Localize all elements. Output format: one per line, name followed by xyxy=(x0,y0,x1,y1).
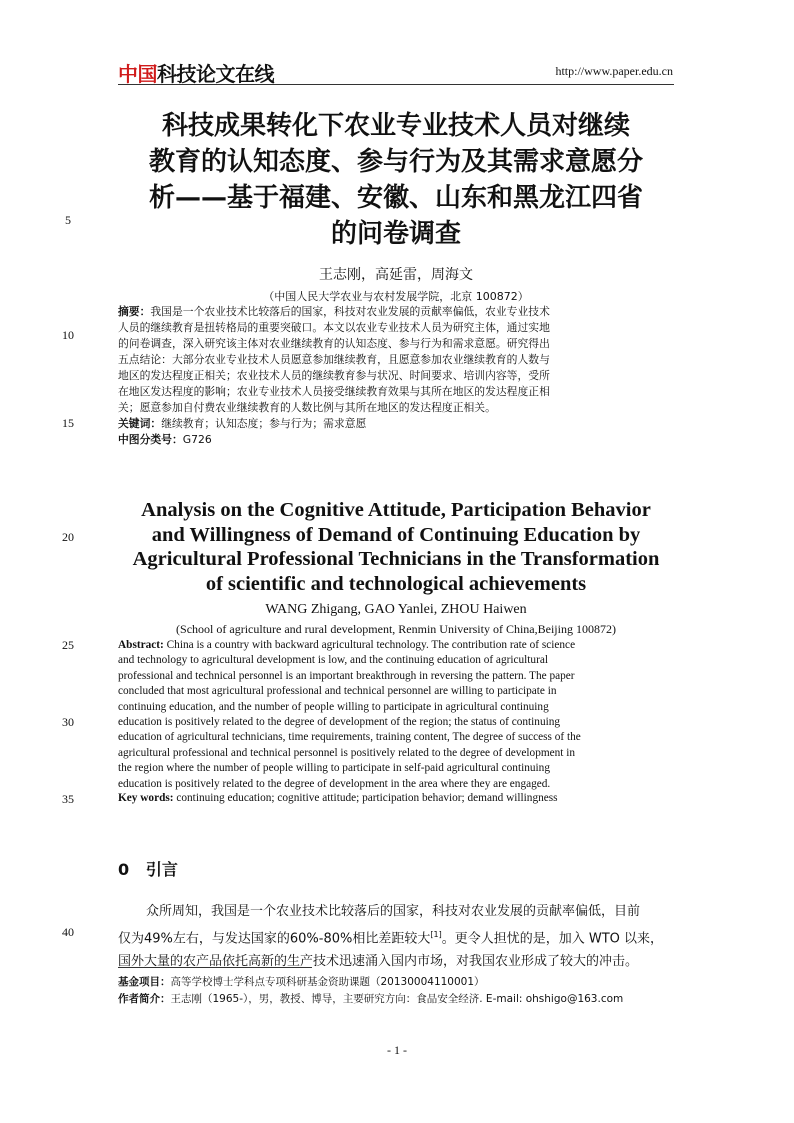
logo-part-black: 科技论文在线 xyxy=(157,62,274,86)
header-url[interactable]: http://www.paper.edu.cn xyxy=(555,64,673,78)
author-bio-label: 作者简介： xyxy=(118,993,171,1005)
section-number: 0 xyxy=(118,860,130,879)
en-abstract-line: education is positively related to the degree of development in the area where they are engaged. xyxy=(118,777,551,790)
en-keywords-label: Key words: xyxy=(118,792,174,804)
section-title: 引言 xyxy=(145,860,178,879)
line-number: 35 xyxy=(62,792,74,806)
line-number: 15 xyxy=(62,416,74,430)
cn-abstract-line: 五点结论：大部分农业专业技术人员愿意参加继续教育，且愿意参加农业继续教育的人数与 xyxy=(118,353,550,366)
body-paragraph xyxy=(118,900,674,973)
cn-title-line: 教育的认知态度、参与行为及其需求意愿分 xyxy=(148,147,643,177)
en-abstract-line: and technology to agricultural development is low, and the continuing education of agricultural xyxy=(118,654,548,667)
cn-keywords-label: 关键词： xyxy=(118,417,162,430)
cn-title xyxy=(118,108,674,252)
body-text-span: 。更令人担忧的是，加入 WTO 以来， xyxy=(441,931,664,947)
cn-class-value: G726 xyxy=(182,433,212,446)
cn-affiliation: （中国人民大学农业与农村发展学院，北京 100872） xyxy=(263,290,529,303)
cn-abstract-line: 关；愿意参加自付费农业继续教育的人数比例与其所在地区的发达程度正相关。 xyxy=(118,401,496,414)
en-affiliation: (School of agriculture and rural development, Renmin University of China,Beijing 100872) xyxy=(176,622,616,636)
section-heading xyxy=(118,857,178,880)
en-abstract-line: the region where the number of people willing to participate in self-paid agricultural continuing xyxy=(118,762,550,775)
body-text-span: 仅为49%左右，与发达国家的60%-80%相比差距较大 xyxy=(118,931,431,947)
line-number: 30 xyxy=(62,715,74,729)
en-title-line: and Willingness of Demand of Continuing Education by xyxy=(151,523,641,546)
footnote-rule xyxy=(118,967,312,968)
en-abstract-line: education of agricultural technicians, time requirements, training content, The degree of success of the xyxy=(118,731,581,744)
logo-part-red: 中国 xyxy=(118,62,157,86)
cn-abstract-label: 摘要： xyxy=(118,305,151,318)
line-number: 5 xyxy=(65,213,71,227)
cn-class-label: 中图分类号： xyxy=(118,433,183,446)
line-number: 10 xyxy=(62,328,74,342)
cn-abstract-line: 我国是一个农业技术比较落后的国家，科技对农业发展的贡献率偏低，农业专业技术 xyxy=(150,305,550,318)
cn-keywords: 继续教育；认知态度；参与行为；需求意愿 xyxy=(161,417,367,430)
fund-label: 基金项目： xyxy=(118,976,171,988)
cn-abstract-line: 在地区发达程度的影响；农业专业技术人员接受继续教育效果与其所在地区的发达程度正相 xyxy=(118,385,550,398)
line-number: 40 xyxy=(62,925,74,939)
en-keywords-row xyxy=(118,791,674,806)
journal-logo xyxy=(118,58,274,87)
line-number: 25 xyxy=(62,638,74,652)
en-title-line: Agricultural Professional Technicians in the Transformation xyxy=(132,548,660,570)
en-keywords: continuing education; cognitive attitude; participation behavior; demand willingness xyxy=(176,792,558,804)
citation-ref[interactable]: [1] xyxy=(430,930,442,939)
en-abstract-label: Abstract: xyxy=(118,639,164,651)
en-abstract-line: continuing education, and the number of people willing to participate in agricultural continuing xyxy=(118,700,549,713)
cn-abstract-line: 人员的继续教育是扭转格局的重要突破口。本文以农业专业技术人员为研究主体，通过实地 xyxy=(118,321,550,334)
cn-title-line: 析——基于福建、安徽、山东和黑龙江四省 xyxy=(148,183,643,213)
line-number: 20 xyxy=(62,530,74,544)
body-line: 国外大量的农产品依托高新的生产技术迅速涌入国内市场，对我国农业形成了较大的冲击。 xyxy=(118,954,639,970)
en-abstract xyxy=(118,638,674,792)
en-abstract-line: professional and technical personnel is an important breakthrough in reversing the pattern. The paper xyxy=(118,669,575,682)
en-title-line: of scientific and technological achievements xyxy=(205,572,587,595)
header-rule xyxy=(118,84,674,85)
cn-abstract-line: 地区的发达程度正相关；农业技术人员的继续教育参与状况、时间要求、培训内容等，受所 xyxy=(118,369,550,382)
body-line: 众所周知，我国是一个农业技术比较落后的国家，科技对农业发展的贡献率偏低，目前 xyxy=(146,904,641,919)
author-bio-text: 王志刚（1965-），男，教授、博导，主要研究方向：食品安全经济. E-mail: ohshigo@163.com xyxy=(170,993,624,1005)
en-abstract-line: concluded that most agricultural professional and technical personnel are willing to participate in xyxy=(118,685,557,698)
cn-title-line: 的问卷调查 xyxy=(330,219,461,249)
en-abstract-line: China is a country with backward agricultural technology. The contribution rate of science xyxy=(166,639,576,651)
footnote xyxy=(118,974,678,1008)
fund-text: 高等学校博士学科点专项科研基金资助课题（20130004110001） xyxy=(170,976,485,988)
cn-abstract-line: 的问卷调查，深入研究该主体对农业继续教育的认知态度、参与行为和需求意愿。研究得出 xyxy=(118,337,550,350)
cn-abstract xyxy=(118,304,674,448)
body-line xyxy=(118,923,674,950)
en-title-line: Analysis on the Cognitive Attitude, Participation Behavior xyxy=(141,499,651,521)
en-abstract-line: agricultural professional and technical personnel is positively related to the degree of development in xyxy=(118,746,576,759)
cn-authors: 王志刚，高延雷，周海文 xyxy=(319,267,473,283)
page-number: - 1 - xyxy=(387,1043,407,1057)
en-title xyxy=(118,498,674,596)
en-abstract-line: education is positively related to the degree of development of the region; the status of continuing xyxy=(118,716,561,729)
en-authors: WANG Zhigang, GAO Yanlei, ZHOU Haiwen xyxy=(265,602,527,617)
cn-title-line: 科技成果转化下农业专业技术人员对继续 xyxy=(161,111,630,141)
